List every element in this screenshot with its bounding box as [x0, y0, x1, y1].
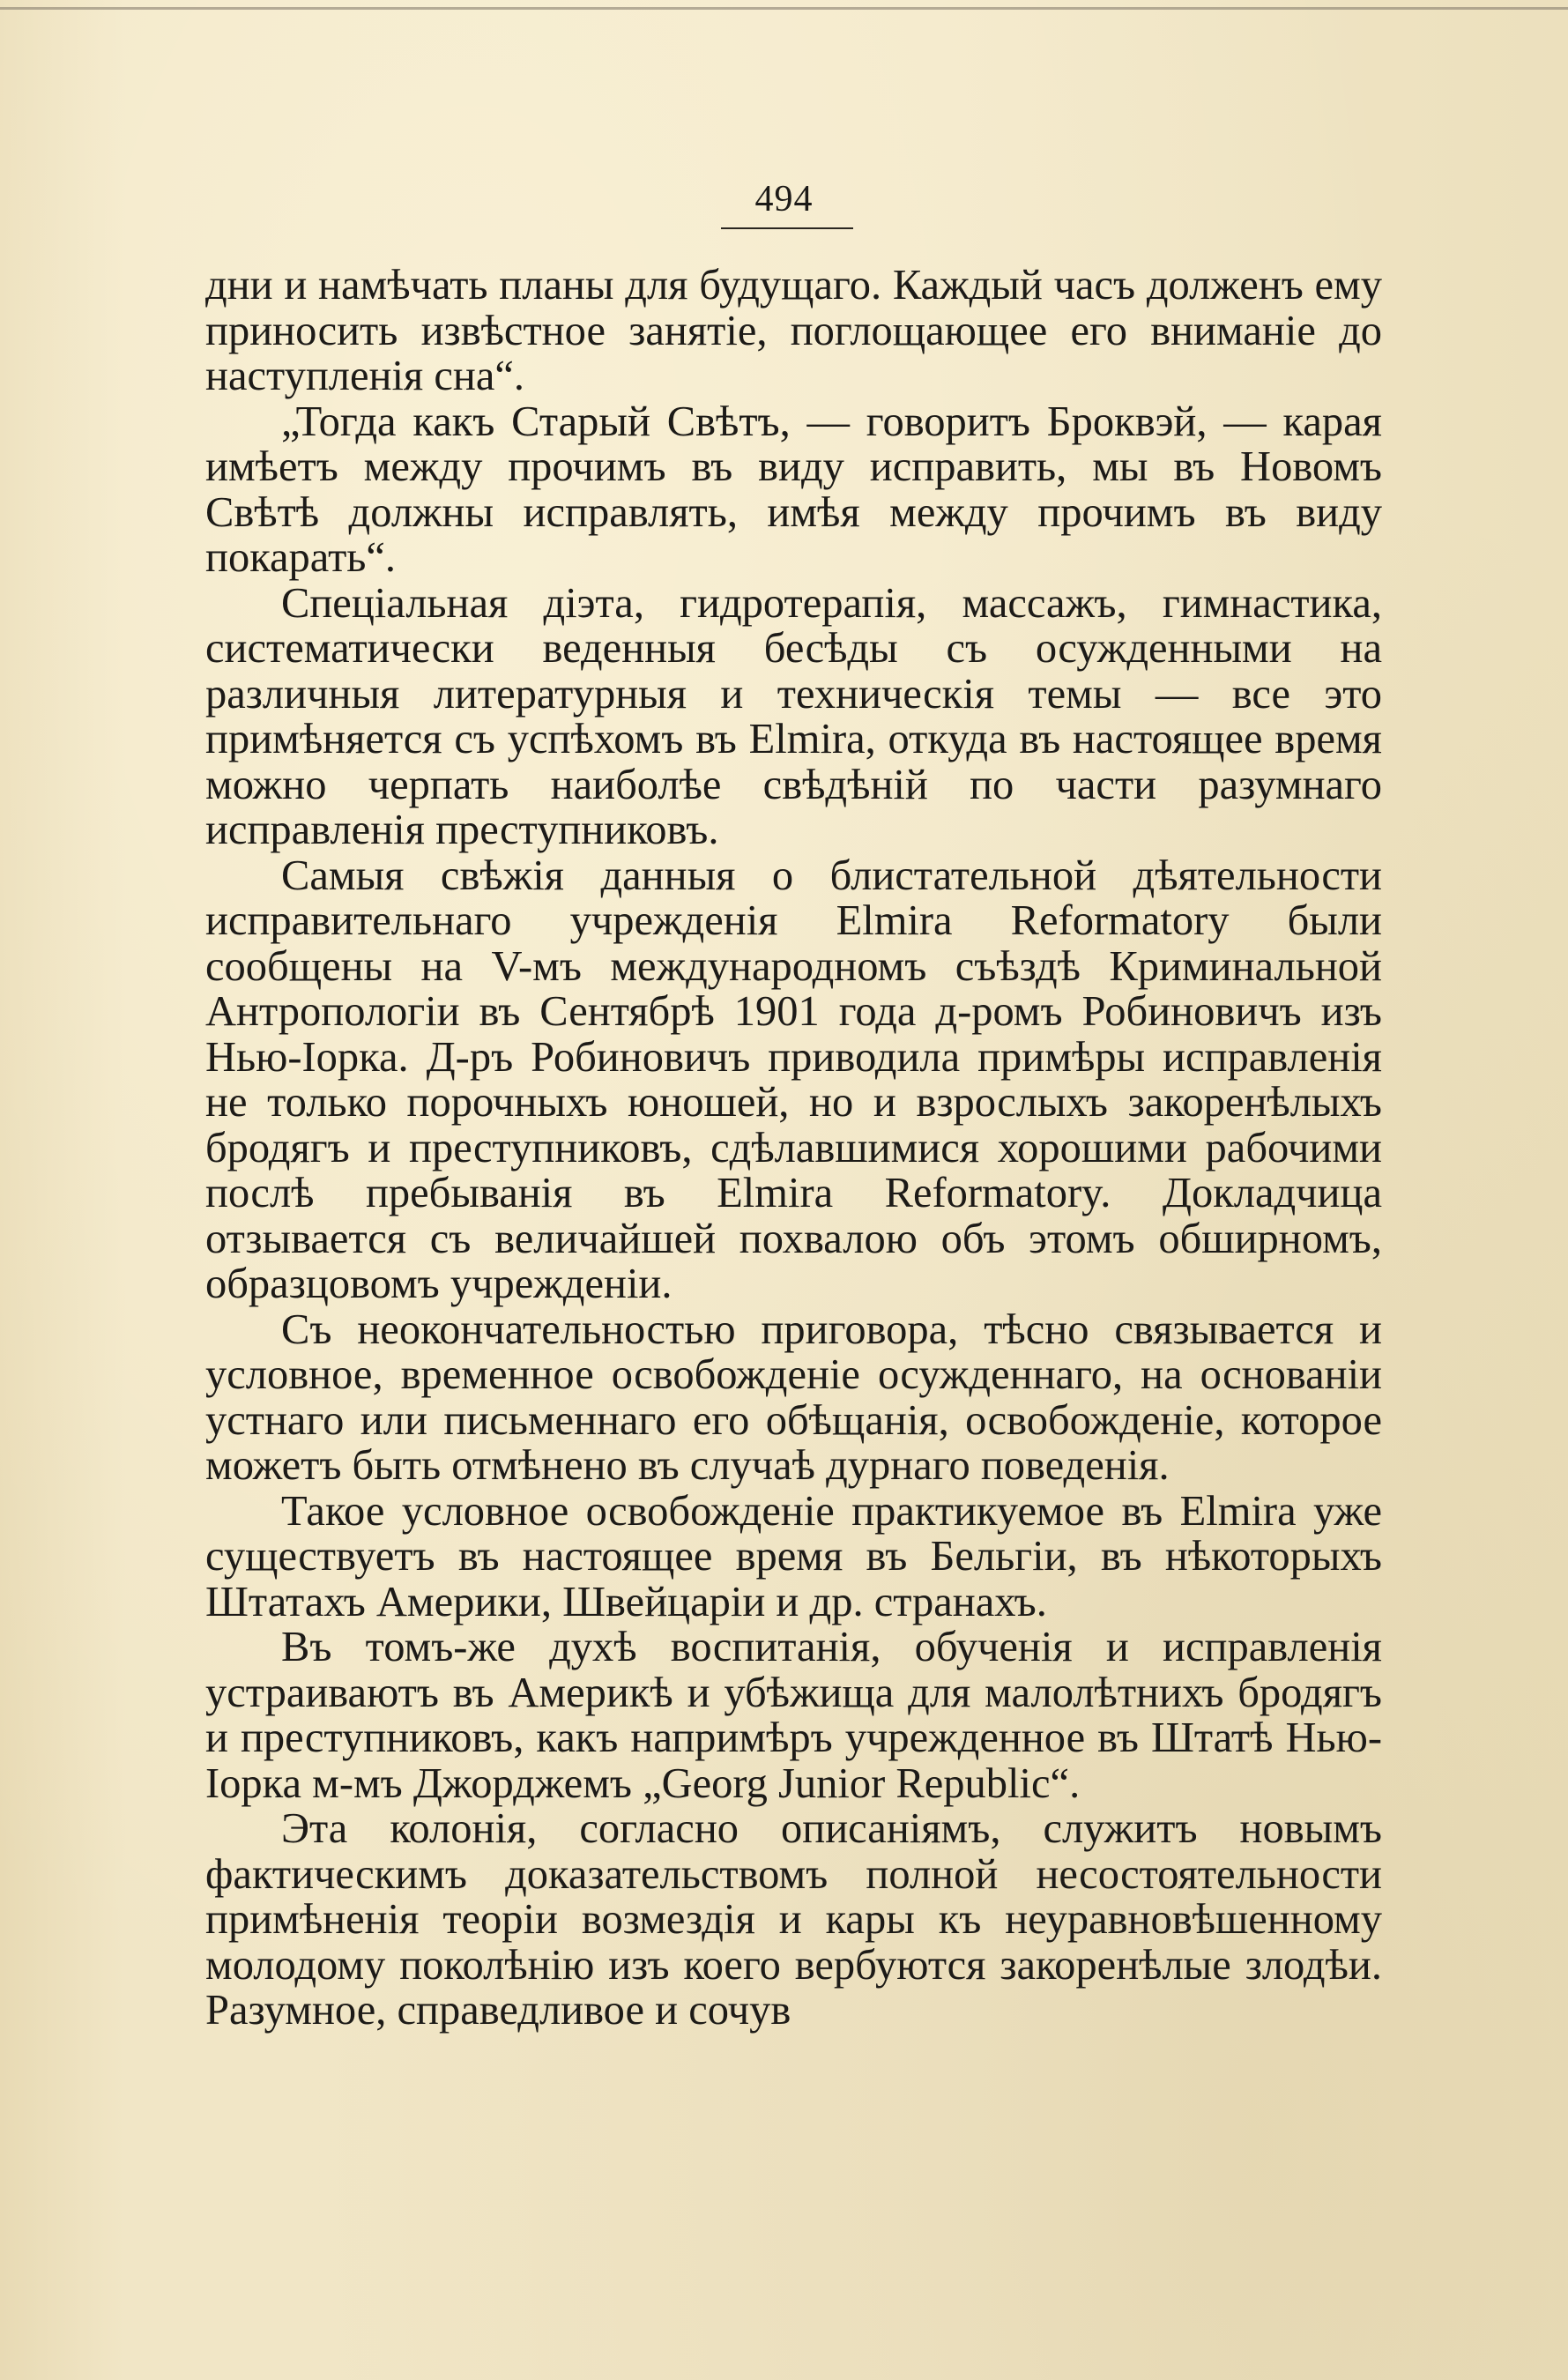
- paragraph-5: Съ неокончательностью приговора, тѣсно связывается и условное, временное освобожденіе осужденнаго, на основаніи устнаго или письменнаго его обѣщанія, освобожденіе, которое можетъ быть отмѣнено въ случаѣ дурнаго поведенія.: [205, 1305, 1382, 1489]
- paragraph-2: „Тогда какъ Старый Свѣтъ, — говоритъ Броквэй, — карая имѣетъ между прочимъ въ виду исправить, мы въ Новомъ Свѣтѣ должны исправлять, имѣя между прочимъ въ виду покарать“.: [205, 398, 1382, 581]
- body-text: [205, 263, 1382, 2034]
- top-edge-line: [0, 7, 1568, 10]
- page-number: 494: [754, 179, 814, 219]
- paragraph-3: Спеціальная діэта, гидротерапія, массажъ, гимнастика, систематически веденныя бесѣды съ осужденными на различныя литературныя и техническія темы — все это примѣняется съ успѣхомъ въ Elmira, откуда въ настоящее время можно черпать наиболѣе свѣдѣній по части разумнаго исправленія преступниковъ.: [205, 579, 1382, 853]
- paragraph-4: Самыя свѣжія данныя о блистательной дѣятельности исправительнаго учрежденія Elmira Reformatory были сообщены на V-мъ международномъ съѣздѣ Криминальной Антропологіи въ Сентябрѣ 1901 года д-ромъ Робиновичъ изъ Нью-Іорка. Д-ръ Робиновичъ приводила примѣры исправленія не только порочныхъ юношей, но и взрослыхъ закоренѣлыхъ бродягъ и преступниковъ, сдѣлавшимися хорошими рабочими послѣ пребыванія въ Elmira Reformatory. Докладчица отзывается съ величайшей похвалою объ этомъ обширномъ, образцовомъ учрежденіи.: [205, 852, 1382, 1307]
- paragraph-1: дни и намѣчать планы для будущаго. Каждый часъ долженъ ему приносить извѣстное занятіе, поглощающее его вниманіе до наступленія сна“.: [205, 262, 1382, 399]
- paragraph-8: Эта колонія, согласно описаніямъ, служитъ новымъ фактическимъ доказательствомъ полной несостоятельности примѣненія теоріи возмездія и кары къ неуравновѣшенному молодому поколѣнію изъ коего вербуются закоренѣлые злодѣи. Разумное, справедливое и сочув: [205, 1805, 1382, 2034]
- page-number-underline: [721, 227, 853, 229]
- paragraph-6: Такое условное освобожденіе практикуемое въ Elmira уже существуетъ въ настоящее время въ Бельгіи, въ нѣкоторыхъ Штатахъ Америки, Швейцаріи и др. странахъ.: [205, 1487, 1382, 1625]
- paragraph-7: Въ томъ-же духѣ воспитанія, обученія и исправленія устраиваютъ въ Америкѣ и убѣжища для малолѣтнихъ бродягъ и преступниковъ, какъ напримѣръ учрежденное въ Штатѣ Нью-Іорка м-мъ Джорджемъ „Georg Junior Republic“.: [205, 1624, 1382, 1807]
